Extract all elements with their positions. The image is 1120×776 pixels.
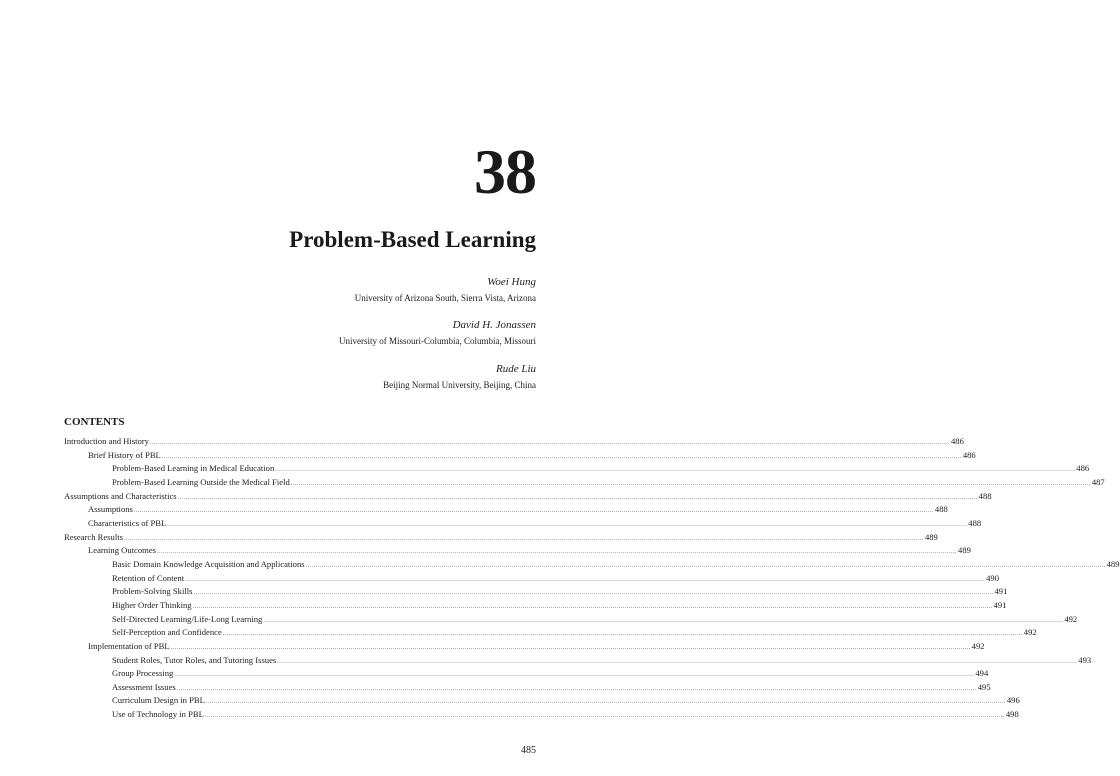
toc-leader-dots: ................................................................................................................................................................................................................................................................................................................................................................................................................ — [277, 658, 1078, 665]
toc-entry — [64, 436, 964, 450]
toc-leader-dots: ................................................................................................................................................................................................................................................................................................................................................................................................................ — [167, 521, 968, 528]
toc-leader-dots: ................................................................................................................................................................................................................................................................................................................................................................................................................ — [193, 590, 994, 597]
toc-entry — [64, 490, 992, 505]
toc-entry — [64, 599, 1007, 614]
author-affiliation: University of Missouri-Columbia, Columbia, Missouri — [339, 336, 536, 346]
toc-leader-dots: ................................................................................................................................................................................................................................................................................................................................................................................................................ — [176, 685, 977, 692]
toc-entry-label: Learning Outcomes — [88, 545, 157, 556]
toc-leader-dots: ................................................................................................................................................................................................................................................................................................................................................................................................................ — [123, 535, 924, 542]
toc-leader-dots: ................................................................................................................................................................................................................................................................................................................................................................................................................ — [222, 631, 1023, 638]
toc-entry-label: Assumptions and Characteristics — [64, 490, 177, 501]
toc-entry-page: 491 — [994, 586, 1008, 597]
toc-leader-dots: ................................................................................................................................................................................................................................................................................................................................................................................................................ — [204, 713, 1005, 720]
toc-entry — [64, 449, 976, 464]
author-block — [355, 275, 536, 305]
table-of-contents — [64, 436, 1120, 723]
toc-entry-label: Student Roles, Tutor Roles, and Tutoring Issues — [112, 654, 277, 665]
toc-leader-dots: ................................................................................................................................................................................................................................................................................................................................................................................................................ — [149, 440, 950, 446]
toc-entry-label: Use of Technology in PBL — [112, 709, 204, 720]
toc-entry-label: Higher Order Thinking — [112, 599, 192, 610]
toc-entry-page: 488 — [968, 517, 982, 528]
toc-leader-dots: ................................................................................................................................................................................................................................................................................................................................................................................................................ — [275, 467, 1076, 474]
author-affiliation: University of Arizona South, Sierra Vista, Arizona — [354, 293, 536, 303]
toc-entry — [64, 613, 1078, 628]
toc-entry-label: Introduction and History — [64, 436, 149, 446]
toc-leader-dots: ................................................................................................................................................................................................................................................................................................................................................................................................................ — [185, 576, 986, 583]
toc-leader-dots: ................................................................................................................................................................................................................................................................................................................................................................................................................ — [170, 644, 971, 651]
toc-entry-label: Curriculum Design in PBL — [112, 695, 205, 706]
author-affiliation: Beijing Normal University, Beijing, China — [383, 380, 536, 390]
toc-entry — [64, 531, 938, 546]
toc-leader-dots: ................................................................................................................................................................................................................................................................................................................................................................................................................ — [263, 617, 1064, 624]
toc-entry — [64, 572, 999, 587]
toc-entry — [64, 476, 1105, 491]
toc-entry-page: 488 — [978, 490, 992, 501]
toc-leader-dots: ................................................................................................................................................................................................................................................................................................................................................................................................................ — [192, 603, 993, 610]
chapter-number: 38 — [474, 136, 536, 207]
toc-entry-page: 495 — [977, 681, 991, 692]
toc-entry-page: 494 — [975, 668, 989, 679]
toc-entry-page: 490 — [986, 572, 999, 583]
contents-heading: CONTENTS — [64, 416, 125, 428]
author-name: David H. Jonassen — [452, 319, 536, 331]
toc-entry-label: Retention of Content — [112, 572, 185, 583]
toc-entry-page: 488 — [934, 504, 948, 515]
toc-entry — [64, 504, 948, 518]
toc-entry-label: Assessment Issues — [112, 681, 176, 692]
toc-entry-label: Problem-Solving Skills — [112, 586, 193, 597]
author-block — [339, 318, 536, 348]
chapter-title: Problem-Based Learning — [289, 227, 536, 252]
toc-entry — [64, 463, 1090, 477]
toc-entry-label: Characteristics of PBL — [88, 517, 167, 528]
toc-entry-page: 496 — [1006, 695, 1020, 706]
toc-entry — [64, 517, 982, 532]
toc-leader-dots: ................................................................................................................................................................................................................................................................................................................................................................................................................ — [157, 549, 958, 556]
toc-entry-label: Research Results — [64, 531, 123, 542]
toc-leader-dots: ................................................................................................................................................................................................................................................................................................................................................................................................................ — [161, 453, 962, 460]
toc-entry — [64, 586, 1008, 600]
toc-leader-dots: ................................................................................................................................................................................................................................................................................................................................................................................................................ — [174, 672, 975, 679]
toc-leader-dots: ................................................................................................................................................................................................................................................................................................................................................................................................................ — [305, 562, 1106, 569]
author-name: Rude Liu — [495, 363, 536, 375]
toc-entry — [64, 695, 1020, 709]
toc-entry-page: 492 — [1064, 613, 1078, 624]
toc-entry-label: Implementation of PBL — [88, 640, 170, 651]
toc-entry — [64, 668, 989, 682]
toc-leader-dots: ................................................................................................................................................................................................................................................................................................................................................................................................................ — [205, 699, 1006, 706]
toc-entry — [64, 545, 971, 559]
toc-entry-label: Problem-Based Learning in Medical Education — [112, 463, 275, 474]
toc-entry — [64, 558, 1120, 573]
toc-entry-page: 498 — [1005, 709, 1019, 720]
toc-entry-label: Group Processing — [112, 668, 174, 679]
toc-entry-page: 486 — [950, 436, 964, 446]
toc-entry — [64, 654, 1092, 669]
author-block — [383, 362, 536, 392]
toc-entry-page: 492 — [1023, 627, 1037, 638]
toc-entry-label: Problem-Based Learning Outside the Medical Field — [112, 476, 290, 487]
toc-leader-dots: ................................................................................................................................................................................................................................................................................................................................................................................................................ — [133, 508, 934, 515]
toc-entry-page: 489 — [924, 531, 938, 542]
page-number: 485 — [521, 745, 536, 756]
toc-entry-label: Brief History of PBL — [88, 449, 161, 460]
toc-entry-page: 492 — [971, 640, 985, 651]
toc-entry-label: Self-Perception and Confidence — [112, 627, 222, 638]
toc-entry-label: Self-Directed Learning/Life-Long Learning — [112, 613, 263, 624]
toc-entry-page: 486 — [1076, 463, 1090, 474]
toc-leader-dots: ................................................................................................................................................................................................................................................................................................................................................................................................................ — [177, 494, 978, 501]
toc-entry-label: Assumptions — [88, 504, 133, 515]
toc-entry — [64, 681, 991, 696]
toc-entry-page: 493 — [1078, 654, 1092, 665]
toc-entry-page: 486 — [962, 449, 976, 460]
toc-entry — [64, 709, 1019, 723]
toc-entry — [64, 640, 985, 655]
toc-entry-page: 487 — [1091, 476, 1105, 487]
toc-entry-page: 491 — [993, 599, 1007, 610]
toc-entry — [64, 627, 1037, 641]
author-name: Woei Hung — [487, 276, 536, 288]
toc-leader-dots: ................................................................................................................................................................................................................................................................................................................................................................................................................ — [290, 480, 1091, 487]
toc-entry-page: 489 — [958, 545, 971, 556]
toc-entry-page: 489 — [1106, 558, 1120, 569]
toc-entry-label: Basic Domain Knowledge Acquisition and Applications — [112, 558, 305, 569]
